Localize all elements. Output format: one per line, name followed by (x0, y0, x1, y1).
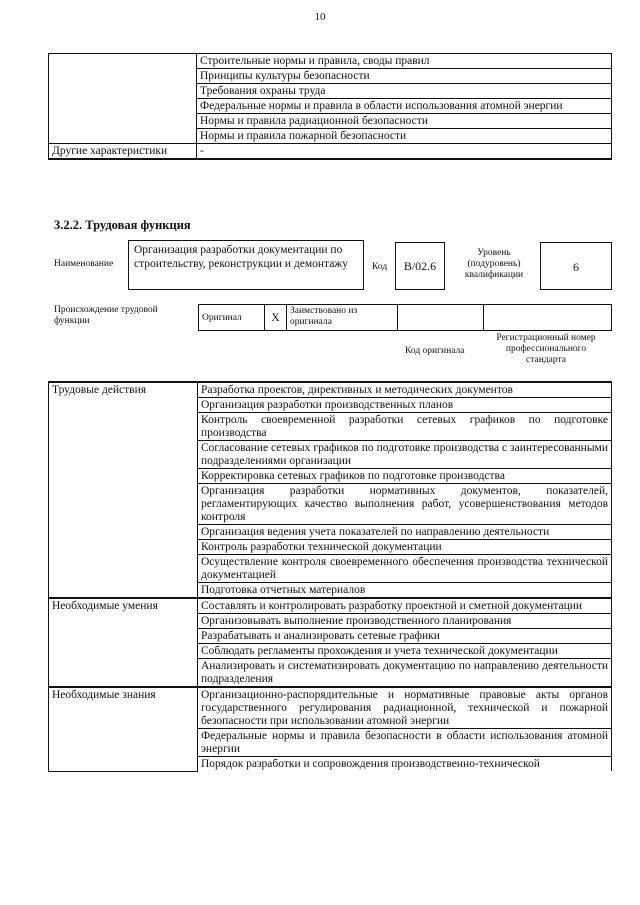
table-row: Федеральные нормы и правила безопасности в области использования атомной энергии (198, 729, 612, 757)
function-name-box: Организация разработки документации по строительству, реконструкции и демонтажу (128, 240, 364, 290)
origin-table (198, 304, 612, 331)
qualification-level-label: Уровень (подуровень) квалификации (464, 248, 524, 280)
table-row: Контроль разработки технической документации (198, 540, 612, 555)
table-row: Порядок разработки и сопровождения производственно-технической (198, 757, 612, 772)
table-row: Соблюдать регламенты прохождения и учета технической документации (198, 644, 612, 659)
table-row: Нормы и правила радиационной безопасности (197, 114, 612, 129)
table-row: Нормы и правила пожарной безопасности (197, 129, 612, 144)
labor-actions-label: Трудовые действия (49, 382, 198, 598)
origin-label: Происхождение трудовой функции (54, 305, 158, 326)
reg-number-cell (484, 305, 612, 331)
reg-number-label: Регистрационный номер профессионального стандарта (496, 333, 596, 365)
original-label: Оригинал (199, 305, 265, 331)
table-row: Принципы культуры безопасности (197, 69, 612, 84)
table-row: Организация ведения учета показателей по направлению деятельности (198, 525, 612, 540)
required-knowledge-label: Необходимые знания (49, 687, 198, 771)
table-row: Требования охраны труда (197, 84, 612, 99)
code-original-label: Код оригинала (405, 346, 465, 356)
table-row: Организовывать выполнение производственного планирования (198, 614, 612, 629)
original-mark: X (265, 305, 287, 331)
table-row: Разработка проектов, директивных и методических документов (198, 382, 612, 398)
labor-function-table (48, 381, 612, 772)
table-row: Строительные нормы и правила, своды правил (197, 54, 612, 69)
table-row: Организация разработки нормативных документов, показателей, регламентирующих качество выполнения работ, усовершенствования методов контроля (198, 484, 612, 525)
table-row: Подготовка отчетных материалов (198, 583, 612, 599)
required-skills-label: Необходимые умения (49, 598, 198, 687)
code-original-cell (398, 305, 484, 331)
code-label: Код (372, 262, 388, 272)
name-label: Наименование (54, 259, 114, 269)
table-row: Анализировать и систематизировать документацию по направлению деятельности подразделения (198, 659, 612, 688)
code-value-box: В/02.6 (395, 242, 445, 290)
table-row: Осуществление контроля своевременного обеспечения производства технической документацией (198, 555, 612, 583)
table-row: Организационно-распорядительные и нормативные правовые акты органов государственного регулирования радиационной, технической и пожарной безопасности при использовании атомной энергии (198, 687, 612, 729)
table-row: Организация разработки производственных планов (198, 398, 612, 413)
page-number: 10 (314, 11, 326, 23)
qualification-level-box: 6 (540, 242, 612, 290)
section-title: 3.2.2. Трудовая функция (54, 218, 191, 232)
table-row: Федеральные нормы и правила в области использования атомной энергии (197, 99, 612, 114)
table-row: Согласование сетевых графиков по подготовке производства с заинтересованными подразделениями организации (198, 441, 612, 469)
other-characteristics-label: Другие характеристики (49, 144, 197, 160)
borrowed-label: Заимствовано из оригинала (287, 305, 398, 331)
table-row: Корректировка сетевых графиков по подготовке производства (198, 469, 612, 484)
table-row: Контроль своевременной разработки сетевых графиков по подготовке производства (198, 413, 612, 441)
empty-label-cell (49, 54, 197, 144)
table-row: Составлять и контролировать разработку проектной и сметной документации (198, 598, 612, 614)
other-characteristics-value: - (197, 144, 612, 160)
table-row: Разрабатывать и анализировать сетевые графики (198, 629, 612, 644)
requirements-table-continued (48, 53, 612, 160)
